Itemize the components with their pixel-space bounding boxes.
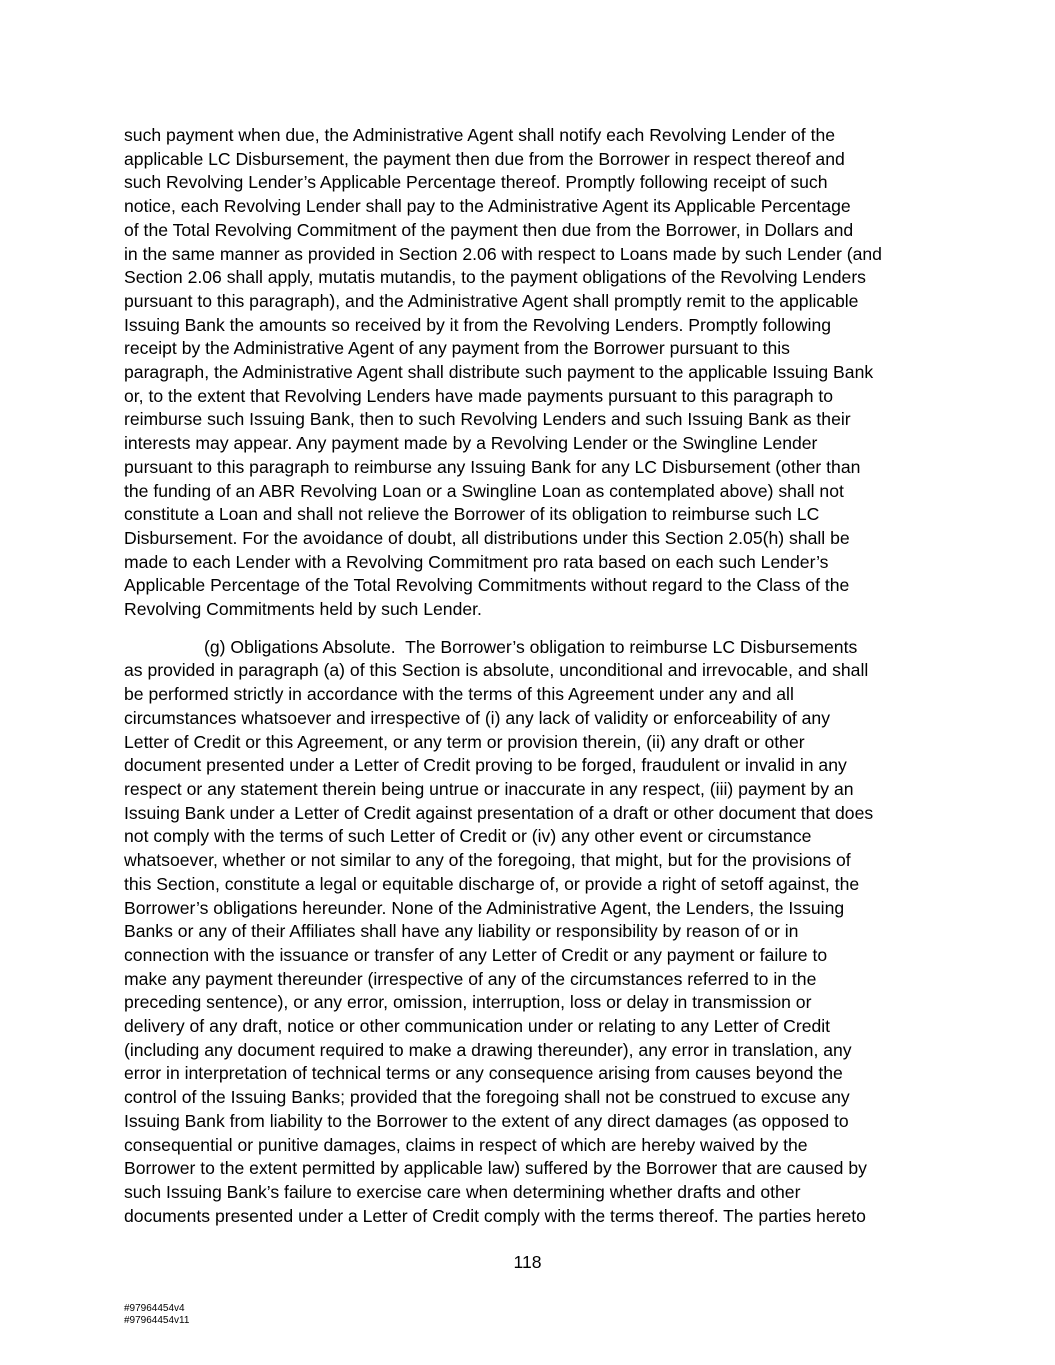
text-line: such payment when due, the Administrative Agent shall notify each Revolving Lender of the <box>124 125 836 145</box>
text-line: receipt by the Administrative Agent of any payment from the Borrower pursuant to this <box>124 338 790 359</box>
text-line: Issuing Bank from liability to the Borrower to the extent of any direct damages (as opposed to <box>124 1110 849 1131</box>
text-line: Applicable Percentage of the Total Revolving Commitments without regard to the Class of the <box>124 575 850 596</box>
text-line: circumstances whatsoever and irrespective of (i) any lack of validity or enforceability of any <box>124 707 831 728</box>
text-line: pursuant to this paragraph to reimburse any Issuing Bank for any LC Disbursement (other than <box>124 456 861 477</box>
text-line: Borrower’s obligations hereunder. None of the Administrative Agent, the Lenders, the Issuing <box>124 897 845 918</box>
text-line: error in interpretation of technical terms or any consequence arising from causes beyond the <box>124 1063 843 1084</box>
text-line: not comply with the terms of such Letter of Credit or (iv) any other event or circumstance <box>124 826 812 847</box>
text-line: or, to the extent that Revolving Lenders have made payments pursuant to this paragraph to <box>124 385 834 406</box>
text-line: such Issuing Bank’s failure to exercise care when determining whether drafts and other <box>124 1181 801 1202</box>
text-line: Disbursement. For the avoidance of doubt, all distributions under this Section 2.05(h) shall be <box>124 527 850 548</box>
text-line: paragraph, the Administrative Agent shall distribute such payment to the applicable Issuing Bank <box>124 362 874 383</box>
text-line: interests may appear. Any payment made by a Revolving Lender or the Swingline Lender <box>124 433 818 454</box>
text-line: document presented under a Letter of Credit proving to be forged, fraudulent or invalid in any <box>124 755 847 776</box>
text-line: the funding of an ABR Revolving Loan or a Swingline Loan as contemplated above) shall not <box>124 480 844 501</box>
text-line: made to each Lender with a Revolving Commitment pro rata based on each such Lender’s <box>124 551 829 572</box>
paragraph-obligations-absolute <box>124 636 934 1229</box>
document-ids <box>124 1303 189 1327</box>
first-line <box>124 636 934 660</box>
text-line: applicable LC Disbursement, the payment then due from the Borrower in respect thereof and <box>124 148 845 169</box>
text-line: Issuing Bank the amounts so received by it from the Revolving Lenders. Promptly following <box>124 314 832 335</box>
text-line: preceding sentence), or any error, omission, interruption, loss or delay in transmission or <box>124 992 812 1013</box>
paragraph-payment-distribution <box>124 124 934 622</box>
text-line: constitute a Loan and shall not relieve the Borrower of its obligation to reimburse such LC <box>124 504 820 525</box>
text-line: consequential or punitive damages, claims in respect of which are hereby waived by the <box>124 1134 808 1155</box>
text-line: notice, each Revolving Lender shall pay to the Administrative Agent its Applicable Percentage <box>124 196 851 217</box>
text-line: Borrower to the extent permitted by applicable law) suffered by the Borrower that are caused by <box>124 1158 867 1179</box>
text-line: of the Total Revolving Commitment of the payment then due from the Borrower, in Dollars and <box>124 219 854 240</box>
text-line: in the same manner as provided in Section 2.06 with respect to Loans made by such Lender (and <box>124 243 882 264</box>
text-line: such Revolving Lender’s Applicable Percentage thereof. Promptly following receipt of such <box>124 172 828 193</box>
text-line: Revolving Commitments held by such Lender. <box>124 599 482 620</box>
document-id: #97964454v11 <box>124 1315 190 1326</box>
text-line: respect or any statement therein being untrue or inaccurate in any respect, (iii) payment by an <box>124 778 854 799</box>
text-line: Section 2.06 shall apply, mutatis mutandis, to the payment obligations of the Revolving Lenders <box>124 267 866 288</box>
text-line: documents presented under a Letter of Credit comply with the terms thereof. The parties hereto <box>124 1205 866 1226</box>
first-line-text: The Borrower’s obligation to reimburse LC Disbursements <box>405 636 858 657</box>
text-line: pursuant to this paragraph), and the Administrative Agent shall promptly remit to the applicable <box>124 290 859 311</box>
text-line: (including any document required to make a drawing thereunder), any error in translation, any <box>124 1039 852 1060</box>
text-line: reimburse such Issuing Bank, then to such Revolving Lenders and such Issuing Bank as their <box>124 409 851 430</box>
text-line: this Section, constitute a legal or equitable discharge of, or provide a right of setoff against, the <box>124 873 860 894</box>
text-line: be performed strictly in accordance with the terms of this Agreement under any and all <box>124 684 794 705</box>
page-number: 118 <box>513 1252 542 1272</box>
text-line: make any payment thereunder (irrespective of any of the circumstances referred to in the <box>124 968 817 989</box>
text-line: as provided in paragraph (a) of this Section is absolute, unconditional and irrevocable, and shall <box>124 660 869 681</box>
text-line: whatsoever, whether or not similar to any of the foregoing, that might, but for the provisions of <box>124 850 851 871</box>
document-id: #97964454v4 <box>124 1303 185 1314</box>
text-line: delivery of any draft, notice or other communication under or relating to any Letter of Credit <box>124 1016 831 1037</box>
text-line: control of the Issuing Banks; provided that the foregoing shall not be construed to excuse any <box>124 1087 850 1108</box>
section-heading: (g) Obligations Absolute. <box>204 636 396 657</box>
text-line: Issuing Bank under a Letter of Credit against presentation of a draft or other document that does <box>124 802 874 823</box>
body-text <box>124 124 934 1228</box>
text-line: connection with the issuance or transfer of any Letter of Credit or any payment or failure to <box>124 944 828 965</box>
text-line: Letter of Credit or this Agreement, or any term or provision therein, (ii) any draft or other <box>124 731 805 752</box>
paragraph-gap <box>124 622 934 636</box>
text-line: Banks or any of their Affiliates shall have any liability or responsibility by reason of or in <box>124 921 799 942</box>
